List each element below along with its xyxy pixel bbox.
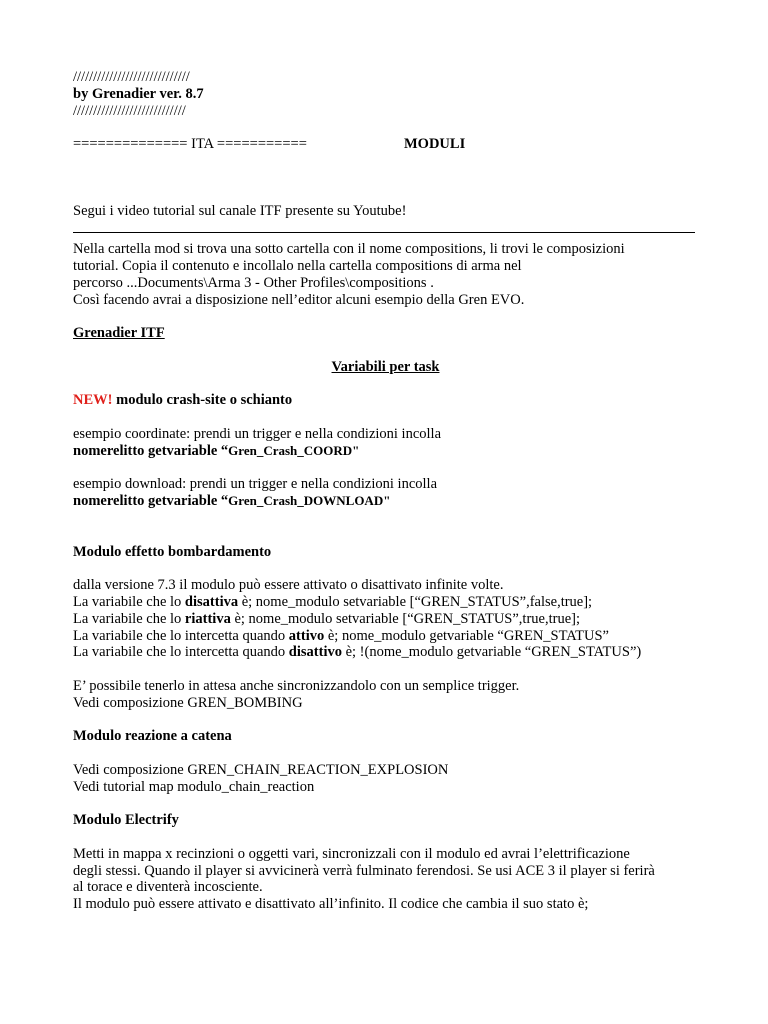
- bombing-title: Modulo effetto bombardamento: [73, 543, 272, 560]
- bombing-line-4: [73, 628, 698, 645]
- moduli-heading: MODULI: [404, 136, 466, 153]
- download-code: [73, 493, 698, 510]
- coord-code-a: nomerelitto getvariable “: [73, 442, 229, 459]
- chain-line-2: Vedi tutorial map modulo_chain_reaction: [73, 778, 315, 795]
- electrify-line-2: degli stessi. Quando il player si avvicinerà verrà fulminato ferendosi. Se usi ACE 3 il player si ferirà: [73, 862, 655, 879]
- section-title: Grenadier ITF: [73, 325, 165, 342]
- bombing-line-4-c: è; nome_modulo getvariable “GREN_STATUS”: [324, 627, 609, 644]
- subtitle: Variabili per task: [331, 358, 440, 375]
- slashes-bottom: ////////////////////////////: [73, 102, 186, 119]
- bombing-line-6: E’ possibile tenerlo in attesa anche sincronizzandolo con un semplice trigger.: [73, 677, 520, 694]
- chain-title: Modulo reazione a catena: [73, 728, 232, 745]
- bombing-line-3-a: La variabile che lo: [73, 610, 185, 627]
- crash-title-text: modulo crash-site o schianto: [112, 392, 293, 409]
- bombing-line-3-c: è; nome_modulo setvariable [“GREN_STATUS”,true,true];: [230, 610, 580, 627]
- bombing-line-1: dalla versione 7.3 il modulo può essere attivato o disattivato infinite volte.: [73, 577, 504, 594]
- folder-line-4: Così facendo avrai a disposizione nell’editor alcuni esempio della Gren EVO.: [73, 291, 525, 308]
- tutorial-line: Segui i video tutorial sul canale ITF presente su Youtube!: [73, 203, 407, 220]
- bombing-line-2-c: è; nome_modulo setvariable [“GREN_STATUS”,false,true];: [238, 593, 593, 610]
- horizontal-rule: [73, 232, 695, 233]
- folder-line-3: percorso ...Documents\Arma 3 - Other Profiles\compositions .: [73, 274, 434, 291]
- document-page: [73, 69, 698, 913]
- new-label: NEW!: [73, 392, 113, 409]
- electrify-title: Modulo Electrify: [73, 812, 179, 829]
- electrify-line-1: Metti in mappa x recinzioni o oggetti vari, sincronizzali con il modulo ed avrai l’elettrificazione: [73, 845, 630, 862]
- byline: by Grenadier ver. 8.7: [73, 85, 204, 102]
- bombing-line-3-b: riattiva: [184, 610, 231, 627]
- bombing-line-5-b: disattivo: [288, 644, 342, 661]
- folder-line-2: tutorial. Copia il contenuto e incollalo nella cartella compositions di arma nel: [73, 257, 522, 274]
- coord-intro: esempio coordinate: prendi un trigger e nella condizioni incolla: [73, 425, 442, 442]
- bombing-line-2-a: La variabile che lo: [73, 593, 185, 610]
- header-row: [73, 136, 698, 153]
- ita-line: ============== ITA ===========: [73, 136, 307, 153]
- bombing-line-5-a: La variabile che lo intercetta quando: [73, 644, 289, 661]
- chain-line-1: Vedi composizione GREN_CHAIN_REACTION_EXPLOSION: [73, 761, 449, 778]
- bombing-line-7: Vedi composizione GREN_BOMBING: [73, 694, 303, 711]
- crash-title: [73, 392, 698, 409]
- bombing-line-2: [73, 594, 698, 611]
- coord-code-b: Gren_Crash_COORD": [228, 442, 360, 458]
- electrify-line-4: Il modulo può essere attivato e disattivato all’infinito. Il codice che cambia il suo stato è;: [73, 896, 589, 913]
- download-code-a: nomerelitto getvariable “: [73, 493, 229, 510]
- bombing-line-2-b: disattiva: [184, 593, 239, 610]
- folder-line-1: Nella cartella mod si trova una sotto cartella con il nome compositions, li trovi le composizioni: [73, 241, 625, 258]
- bombing-line-4-a: La variabile che lo intercetta quando: [73, 627, 289, 644]
- bombing-line-5: [73, 644, 698, 661]
- bombing-line-3: [73, 611, 698, 628]
- bombing-line-4-b: attivo: [288, 627, 325, 644]
- download-code-b: Gren_Crash_DOWNLOAD": [228, 493, 391, 509]
- coord-code: [73, 443, 698, 460]
- slashes-top: /////////////////////////////: [73, 69, 190, 85]
- download-intro: esempio download: prendi un trigger e nella condizioni incolla: [73, 476, 438, 493]
- bombing-line-5-c: è; !(nome_modulo getvariable “GREN_STATUS”): [341, 644, 642, 661]
- electrify-line-3: al torace e diventerà incosciente.: [73, 879, 263, 896]
